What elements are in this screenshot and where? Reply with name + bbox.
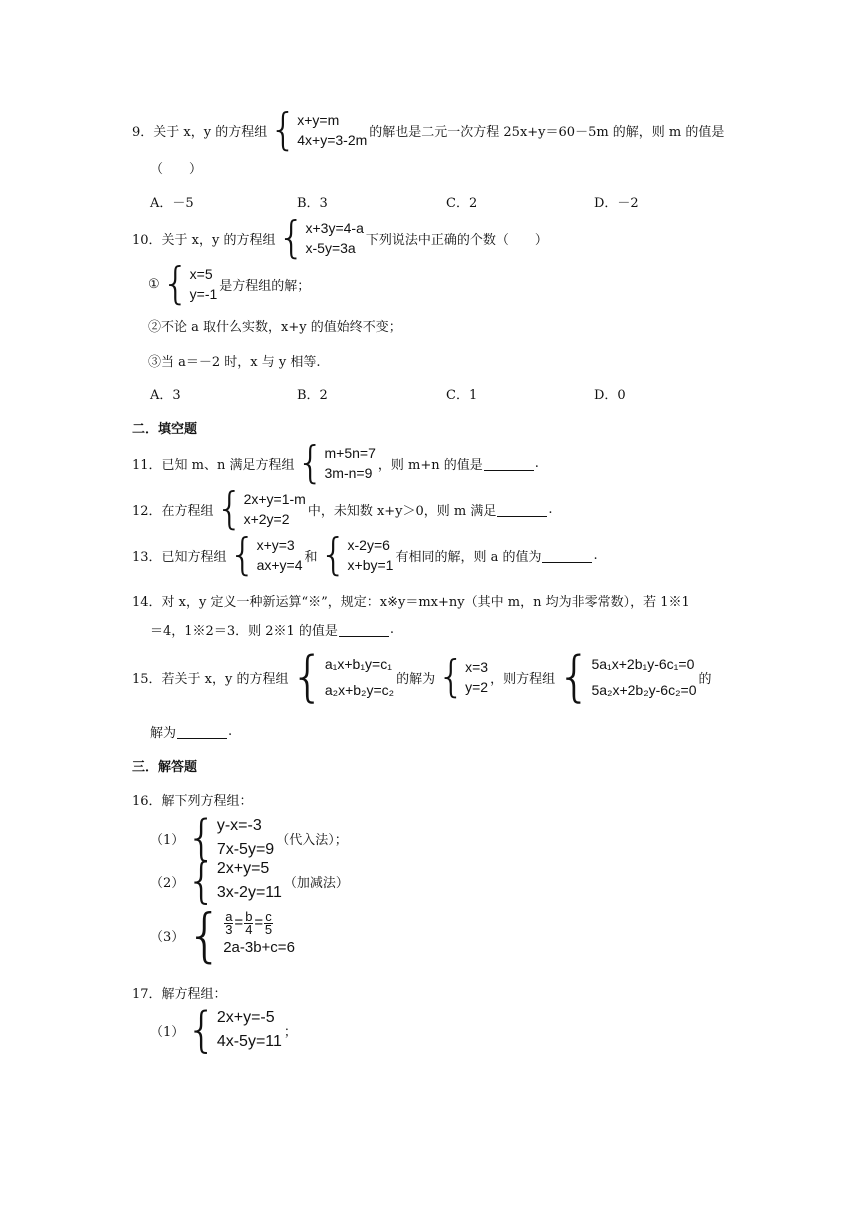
- q16-p3-ratio: [223, 908, 295, 937]
- q13-eq3: x-2y=6: [347, 537, 390, 553]
- q13-number: 13．: [132, 549, 162, 565]
- q11-end: .: [534, 455, 539, 471]
- q9-option-b: B．3: [297, 196, 328, 211]
- brace-icon: {: [557, 645, 592, 708]
- q16-p2-label: （2）: [150, 875, 185, 891]
- q13-line: [132, 529, 598, 580]
- q9-paren: （ ）: [150, 162, 203, 177]
- q9-prefix: 关于 x，y 的方程组: [153, 124, 268, 140]
- q10-number: 10．: [132, 232, 162, 248]
- q9-suffix: 的解也是二元一次方程 25x+y＝60－5m 的解，则 m 的值是: [369, 124, 725, 140]
- q15-prefix: 若关于 x，y 的方程组: [161, 671, 289, 687]
- q16-p1-note: （代入法）；: [276, 832, 348, 848]
- q10-line1: [132, 212, 548, 263]
- q16-part1: [150, 810, 348, 866]
- brace-icon: {: [186, 901, 224, 969]
- q9-system: [269, 104, 368, 155]
- q17-title: 17．解方程组：: [132, 987, 227, 1002]
- frac-num: c: [265, 908, 272, 924]
- brace-icon: {: [277, 212, 306, 263]
- q17-part1: [150, 1002, 297, 1058]
- q17-p1-end: ；: [283, 1024, 297, 1040]
- q10-s1-system: [161, 258, 218, 309]
- q15-line1: [132, 645, 712, 708]
- q10-statement-1: [148, 258, 311, 309]
- q16-p2-note: （加减法）: [283, 875, 349, 891]
- q10-eq2: x-5y=3a: [305, 240, 356, 256]
- q16-part2: [150, 853, 349, 909]
- q13-blank[interactable]: [542, 548, 592, 563]
- q16-p1-eq1: y-x=-3: [216, 817, 262, 834]
- frac-den: 3: [225, 921, 233, 937]
- q13-suffix: 有相同的解，则 a 的值为: [395, 549, 542, 565]
- q15-eq4: y=2: [465, 679, 489, 695]
- q17-p1-eq1: 2x+y=-5: [216, 1009, 275, 1026]
- q11-line: [132, 437, 539, 488]
- q11-blank[interactable]: [484, 456, 534, 471]
- q9-option-a: A．－5: [150, 196, 194, 211]
- frac-den: 4: [245, 921, 253, 937]
- q14-line1: 14．对 x，y 定义一种新运算“※”，规定：x※y＝mx+ny（其中 m，n 均为非零常数），若 1※1: [132, 595, 690, 610]
- brace-icon: {: [228, 529, 257, 580]
- fraction-a3: [224, 908, 233, 937]
- brace-icon: {: [437, 651, 466, 702]
- q13-eq2: ax+y=4: [256, 557, 303, 573]
- q10-option-d: D．0: [594, 388, 626, 403]
- q11-number: 11．: [132, 457, 162, 473]
- brace-icon: {: [290, 645, 325, 708]
- q13-prefix: 已知方程组: [161, 549, 227, 565]
- brace-icon: {: [319, 529, 348, 580]
- q10-s1-suffix: 是方程组的解；: [219, 278, 311, 294]
- brace-icon: {: [161, 258, 190, 309]
- q14-line2-prefix: ＝4，1※2＝3．则 2※1 的值是: [150, 624, 338, 639]
- section-answer-heading: 三．解答题: [132, 760, 198, 775]
- q16-p2-system: [186, 853, 282, 909]
- q15-suffix: 的: [698, 671, 712, 687]
- q9-option-c: C．2: [446, 196, 478, 211]
- q12-eq1: 2x+y=1-m: [243, 491, 306, 507]
- q9-line1: [132, 104, 725, 155]
- q15-system-3: [557, 645, 697, 708]
- frac-num: b: [245, 908, 253, 924]
- q11-eq1: m+5n=7: [324, 445, 376, 461]
- q9-eq2: 4x+y=3-2m: [297, 132, 368, 148]
- brace-icon: {: [296, 437, 325, 488]
- q12-line: [132, 483, 553, 534]
- q16-p2-eq2: 3x-2y=11: [216, 884, 282, 901]
- q15-blank[interactable]: [177, 724, 227, 739]
- brace-icon: {: [215, 483, 244, 534]
- q13-eq4: x+by=1: [347, 557, 394, 573]
- q10-s1-eq2: y=-1: [189, 286, 218, 302]
- q17-p1-label: （1）: [150, 1024, 185, 1040]
- q11-eq2: 3m-n=9: [324, 465, 373, 481]
- q12-blank[interactable]: [497, 502, 547, 517]
- fraction-b4: [244, 908, 253, 937]
- q17-p1-system: [186, 1002, 282, 1058]
- q16-p3-system: [186, 901, 295, 969]
- q15-eq1: a₁x+b₁y=c₁: [324, 656, 392, 672]
- q15-mid: 的解为: [396, 671, 436, 687]
- q15-line2-prefix: 解为: [150, 726, 177, 741]
- q9-number: 9．: [132, 124, 154, 140]
- q16-p3-eq2: 2a-3b+c=6: [223, 938, 295, 956]
- q16-p1-eq2: 7x-5y=9: [216, 841, 275, 858]
- q14-line2: [150, 620, 394, 639]
- q15-eq2: a₂x+b₂y=c₂: [324, 682, 395, 698]
- q10-s1-eq1: x=5: [189, 266, 213, 282]
- q11-suffix: ，则 m+n 的值是: [377, 457, 483, 473]
- brace-icon: {: [269, 104, 298, 155]
- q16-p2-eq1: 2x+y=5: [216, 860, 270, 877]
- q12-number: 12．: [132, 503, 162, 519]
- q15-eq6: 5a₂x+2b₂y-6c₂=0: [591, 682, 697, 698]
- q16-p3-label: （3）: [150, 929, 185, 945]
- q13-mid: 和: [304, 549, 318, 565]
- q10-prefix: 关于 x，y 的方程组: [161, 232, 276, 248]
- q13-system-1: [228, 529, 303, 580]
- q12-suffix: 中，未知数 x+y＞0，则 m 满足: [307, 503, 497, 519]
- q10-statement-3: ③当 a＝－2 时，x 与 y 相等.: [148, 355, 321, 370]
- q15-mid2: ，则方程组: [490, 671, 556, 687]
- brace-icon: {: [186, 1002, 217, 1058]
- q15-system-2: [437, 651, 489, 702]
- q10-option-b: B．2: [297, 388, 328, 403]
- q10-system: [277, 212, 364, 263]
- q15-eq5: 5a₁x+2b₁y-6c₁=0: [591, 656, 695, 672]
- q15-end: .: [228, 724, 233, 739]
- equals-sign: =: [234, 914, 244, 931]
- q12-eq2: x+2y=2: [243, 511, 290, 527]
- q9-eq1: x+y=m: [297, 112, 340, 128]
- q12-end: .: [548, 501, 553, 517]
- equals-sign: =: [254, 914, 264, 931]
- fraction-c5: [264, 908, 273, 937]
- q11-system: [296, 437, 376, 488]
- q10-option-c: C．1: [446, 388, 478, 403]
- q16-p1-label: （1）: [150, 832, 185, 848]
- q12-prefix: 在方程组: [161, 503, 214, 519]
- q14-blank[interactable]: [339, 622, 389, 637]
- q13-end: .: [593, 547, 598, 563]
- q15-eq3: x=3: [465, 659, 489, 675]
- q16-title: 16．解下列方程组：: [132, 794, 253, 809]
- q10-statement-2: ②不论 a 取什么实数，x+y 的值始终不变；: [148, 320, 402, 335]
- q15-line2: [150, 722, 232, 741]
- q14-end: .: [389, 622, 395, 637]
- q10-suffix: 下列说法中正确的个数（ ）: [365, 232, 548, 248]
- brace-icon: {: [186, 810, 217, 866]
- q16-part3: [150, 901, 297, 969]
- q13-eq1: x+y=3: [256, 537, 295, 553]
- q11-prefix: 已知 m、n 满足方程组: [161, 457, 295, 473]
- q13-system-2: [319, 529, 394, 580]
- q12-system: [215, 483, 306, 534]
- q9-option-d: D．－2: [594, 196, 639, 211]
- frac-den: 5: [264, 921, 273, 937]
- q15-system-1: [290, 645, 395, 708]
- brace-icon: {: [186, 853, 217, 909]
- q10-s1-circle: ①: [148, 276, 160, 292]
- q15-number: 15．: [132, 671, 162, 687]
- q17-p1-eq2: 4x-5y=11: [216, 1033, 282, 1050]
- q10-option-a: A．3: [150, 388, 181, 403]
- q10-eq1: x+3y=4-a: [305, 220, 364, 236]
- frac-num: a: [225, 908, 233, 924]
- section-fill-blank-heading: 二．填空题: [132, 422, 198, 437]
